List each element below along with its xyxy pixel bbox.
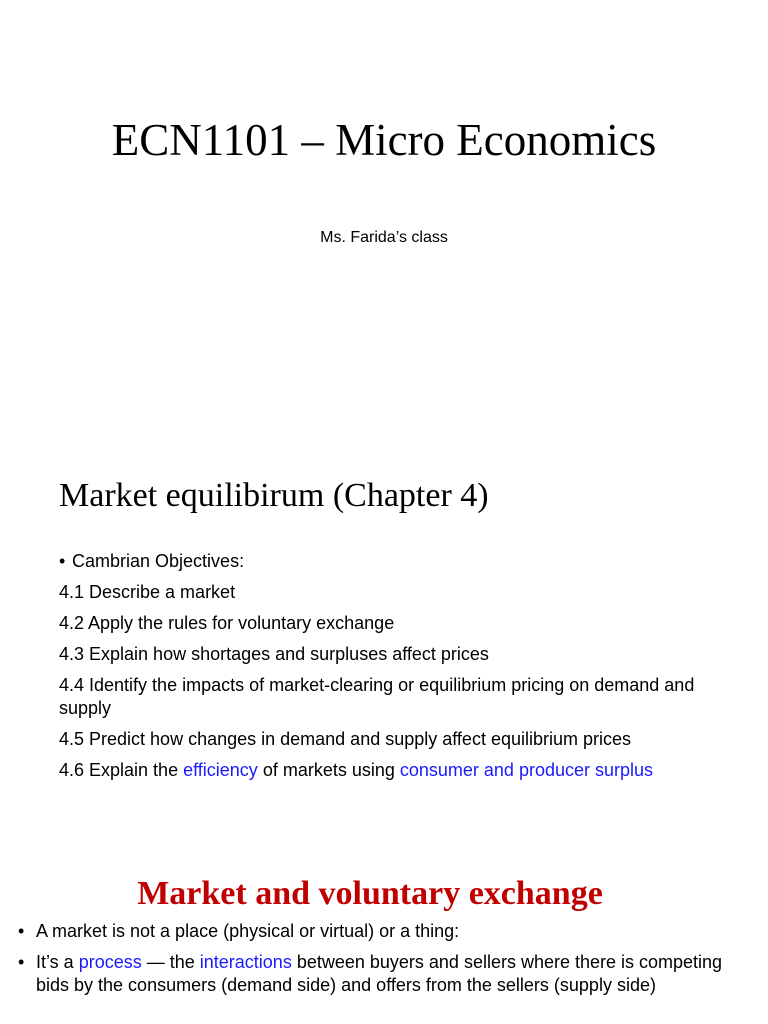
slide-market-exchange: [0, 864, 768, 1024]
list-item: [18, 920, 748, 943]
course-subtitle: Ms. Farida’s class: [320, 229, 448, 246]
objective-item-6: [59, 759, 739, 782]
objective-item: 4.5 Predict how changes in demand and supply affect equilibrium prices: [59, 729, 632, 749]
bullet-text: It’s a: [36, 952, 79, 972]
objectives-label: [59, 550, 739, 573]
list-item: [18, 951, 748, 997]
bullet-icon: •: [18, 921, 25, 941]
bullet-icon: •: [18, 952, 25, 972]
objective-item: 4.2 Apply the rules for voluntary exchange: [59, 613, 395, 633]
bullet-text: A market is not a place (physical or virtual) or a thing:: [36, 921, 460, 941]
objectives-list: [59, 550, 739, 790]
bullet-icon: •: [59, 551, 66, 571]
interactions-link[interactable]: interactions: [199, 952, 292, 972]
objective-item: 4.1 Describe a market: [59, 582, 236, 602]
course-title: ECN1101 – Micro Economics: [111, 115, 657, 165]
bullet-list: [18, 920, 748, 1005]
slide-objectives: [0, 432, 768, 864]
slide-heading: Market equilibirum (Chapter 4): [59, 477, 489, 514]
slide-heading: Market and voluntary exchange: [137, 875, 603, 912]
objectives-label-text: Cambrian Objectives:: [72, 551, 245, 571]
surplus-link[interactable]: consumer and producer surplus: [399, 760, 654, 780]
objective-item: 4.3 Explain how shortages and surpluses affect prices: [59, 644, 489, 664]
slide-title: [0, 0, 768, 432]
bullet-text: between buyers and sellers where there is competing bids by the consumers (demand side) and offers from the sellers (supply side): [36, 952, 723, 995]
bullet-text: — the: [141, 952, 200, 972]
process-link[interactable]: process: [78, 952, 142, 972]
objective-text: 4.6 Explain the: [59, 760, 184, 780]
efficiency-link[interactable]: efficiency: [183, 760, 258, 780]
objective-item: 4.4 Identify the impacts of market-clearing or equilibrium pricing on demand and supply: [59, 675, 695, 718]
objective-text: of markets using: [257, 760, 400, 780]
